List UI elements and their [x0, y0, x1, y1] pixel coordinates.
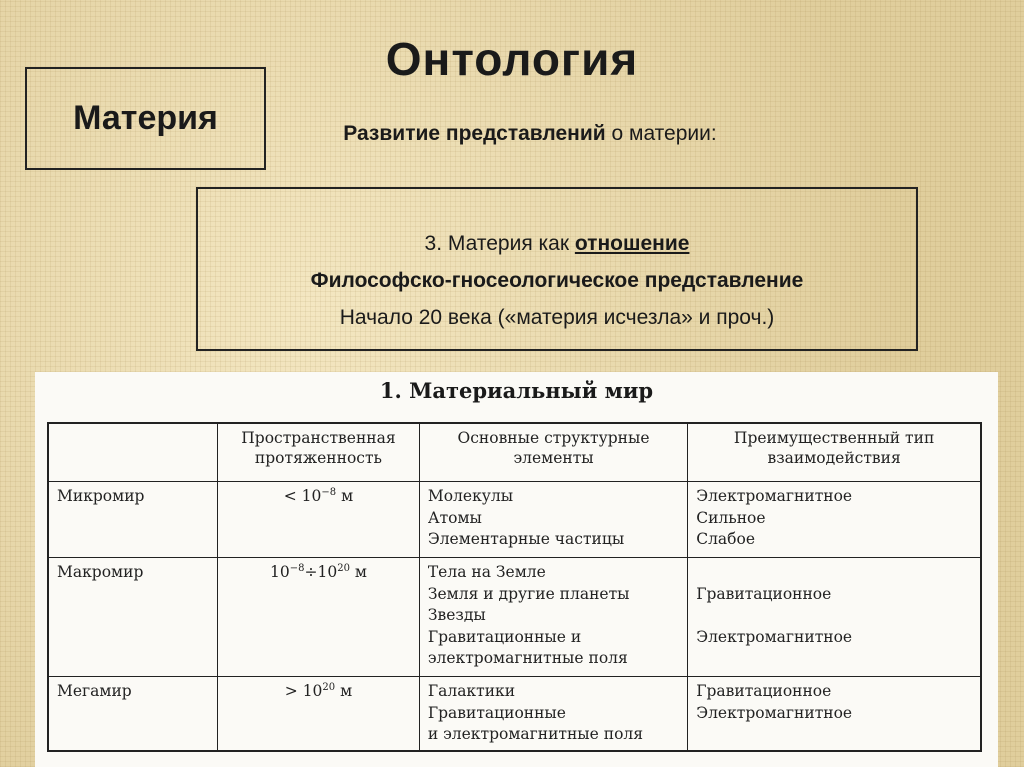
row-name-cell: Микромир — [48, 482, 218, 558]
interaction-cell — [688, 482, 981, 558]
elements-cell — [419, 677, 687, 751]
interaction-cell — [688, 558, 981, 677]
row-name-cell: Мегамир — [48, 677, 218, 751]
matter-label: Материя — [73, 99, 218, 137]
list-item: и электромагнитные поля — [427, 725, 644, 743]
extent-cell: < $10^{-8}$ м — [218, 482, 420, 558]
subtitle-bold: Развитие представлений — [343, 122, 606, 145]
table-row — [48, 482, 981, 558]
interaction-cell — [688, 677, 981, 751]
slide-title: Онтология — [385, 33, 639, 85]
info-box — [196, 187, 918, 351]
header-cell-interaction: Преимущественный тип взаимодействия — [688, 423, 981, 482]
list-item: Молекулы — [427, 487, 514, 505]
list-item: Слабое — [696, 530, 756, 548]
scanned-table-sheet — [35, 372, 998, 767]
material-world-table — [47, 422, 982, 752]
list-item: Электромагнитное — [696, 487, 853, 505]
table-title: 1. Материальный мир — [379, 378, 654, 403]
subtitle — [320, 118, 740, 149]
subtitle-normal: о материи: — [605, 122, 717, 145]
list-item: Галактики — [427, 682, 516, 700]
list-item: Атомы — [427, 508, 482, 527]
table-header-row — [48, 423, 981, 482]
list-item: электромагнитные поля — [427, 649, 628, 667]
matter-label-box — [25, 67, 266, 170]
list-item: Гравитационные — [427, 703, 566, 722]
extent-cell: > $10^{20}$ м — [218, 677, 420, 751]
table-row — [48, 677, 981, 751]
list-item: Гравитационное — [696, 584, 832, 603]
elements-cell — [419, 482, 687, 558]
info-line-1-emphasis: отношение — [574, 232, 690, 255]
info-line-2: Философско-гносеологическое представление — [310, 269, 804, 292]
elements-cell — [419, 558, 687, 677]
info-line-1-prefix: 3. Материя как — [424, 232, 575, 255]
list-item: Электромагнитное — [696, 627, 853, 646]
row-name-cell: Макромир — [48, 558, 218, 677]
list-item: Элементарные частицы — [427, 530, 625, 548]
list-item: Гравитационное — [696, 682, 832, 700]
header-cell-blank — [48, 423, 218, 482]
info-line-3: Начало 20 века («материя исчезла» и проч.) — [339, 306, 775, 329]
list-item: Тела на Земле — [427, 563, 546, 581]
header-cell-elements: Основные структурные элементы — [419, 423, 687, 482]
table-row — [48, 558, 981, 677]
header-cell-extent: Пространственная протяженность — [218, 423, 420, 482]
list-item: Гравитационные и — [427, 627, 582, 646]
list-item: Земля и другие планеты — [427, 584, 630, 603]
list-item: Сильное — [696, 508, 766, 527]
list-item: Звезды — [427, 606, 486, 624]
info-line-1 — [198, 225, 916, 262]
extent-cell: $10^{-8}\div 10^{20}$ м — [218, 558, 420, 677]
list-item: Электромагнитное — [696, 703, 853, 722]
